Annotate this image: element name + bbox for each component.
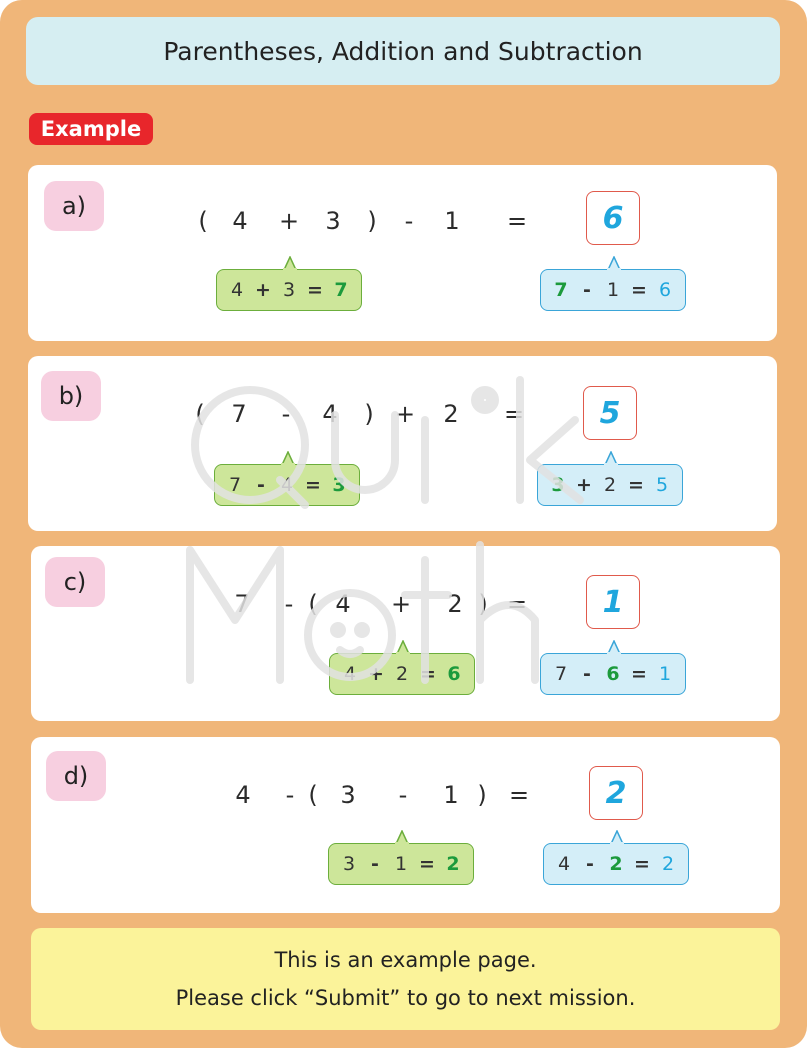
expr-token: 7 <box>234 590 250 618</box>
expr-token: 2 <box>443 400 459 428</box>
hint-bubble-inner <box>328 843 474 885</box>
hint-token: - <box>371 853 379 875</box>
hint-bubble-inner <box>214 464 360 506</box>
hint-result: 5 <box>655 474 669 496</box>
expr-token: ( <box>195 400 205 428</box>
hint-token: - <box>583 279 591 301</box>
hint-bubble-outer <box>540 269 686 311</box>
expr-token: - <box>284 590 294 618</box>
hint-result: 6 <box>447 663 461 685</box>
expr-token: + <box>278 207 300 235</box>
expr-token: = <box>506 590 528 618</box>
bubble-tail <box>609 830 625 844</box>
hint-token: = <box>628 474 644 496</box>
hint-result: 2 <box>661 853 675 875</box>
hint-bubble-outer <box>543 843 689 885</box>
hint-token: = <box>631 663 647 685</box>
problem-label: d) <box>46 751 106 801</box>
expr-token: - <box>281 400 291 428</box>
problem-card-b <box>28 356 777 531</box>
expr-token: - <box>404 207 414 235</box>
hint-token: = <box>420 663 436 685</box>
hint-token: 1 <box>606 279 620 301</box>
hint-token: 7 <box>228 474 242 496</box>
hint-bubble-outer <box>537 464 683 506</box>
expr-token: 3 <box>325 207 341 235</box>
problem-card-a <box>28 165 777 341</box>
problem-card-c <box>31 546 780 721</box>
hint-token: 2 <box>603 474 617 496</box>
hint-token: + <box>576 474 592 496</box>
expr-token: 4 <box>235 781 251 809</box>
expr-token: 1 <box>443 781 459 809</box>
hint-result: 2 <box>446 853 460 875</box>
bubble-tail <box>280 451 296 465</box>
footer-line-1: This is an example page. <box>274 948 537 972</box>
expr-token: ) <box>364 400 374 428</box>
example-badge: Example <box>29 113 153 145</box>
page-title: Parentheses, Addition and Subtraction <box>26 17 780 85</box>
hint-token: = <box>307 279 323 301</box>
problem-label: a) <box>44 181 104 231</box>
hint-token: + <box>255 279 271 301</box>
hint-token: 4 <box>280 474 294 496</box>
hint-token: 1 <box>394 853 408 875</box>
hint-token: 4 <box>557 853 571 875</box>
hint-token: = <box>419 853 435 875</box>
expr-token: 7 <box>231 400 247 428</box>
expr-token: ) <box>367 207 377 235</box>
hint-result: 7 <box>334 279 348 301</box>
problem-card-d <box>31 737 780 913</box>
hint-bubble-inner <box>216 269 362 311</box>
expr-token: 4 <box>322 400 338 428</box>
hint-token: 3 <box>282 279 296 301</box>
expr-token: = <box>506 207 528 235</box>
expr-token: ( <box>198 207 208 235</box>
hint-token: - <box>257 474 265 496</box>
bubble-tail <box>394 830 410 844</box>
footer-notice <box>31 928 780 1030</box>
expr-token: 4 <box>232 207 248 235</box>
hint-token: - <box>583 663 591 685</box>
hint-bubble-inner <box>329 653 475 695</box>
bubble-tail <box>606 640 622 654</box>
problem-label: c) <box>45 557 105 607</box>
bubble-tail <box>606 256 622 270</box>
hint-token: - <box>586 853 594 875</box>
hint-token: 7 <box>554 663 568 685</box>
hint-token: 7 <box>554 279 568 301</box>
bubble-tail <box>395 640 411 654</box>
answer-box: 6 <box>586 191 640 245</box>
footer-line-2: Please click “Submit” to go to next mission. <box>175 986 636 1010</box>
expr-token: ( <box>308 590 318 618</box>
hint-token: + <box>368 663 384 685</box>
hint-token: = <box>631 279 647 301</box>
expr-token: = <box>508 781 530 809</box>
expr-token: + <box>394 400 416 428</box>
hint-token: 3 <box>342 853 356 875</box>
expr-token: + <box>390 590 412 618</box>
hint-token: = <box>634 853 650 875</box>
hint-token: 4 <box>230 279 244 301</box>
expr-token: 4 <box>335 590 351 618</box>
expr-token: ( <box>308 781 318 809</box>
problem-label: b) <box>41 371 101 421</box>
expr-token: ) <box>477 781 487 809</box>
expr-token: 3 <box>340 781 356 809</box>
answer-box: 2 <box>589 766 643 820</box>
hint-result: 3 <box>332 474 346 496</box>
hint-token: 2 <box>395 663 409 685</box>
bubble-tail <box>282 256 298 270</box>
hint-token: 2 <box>609 853 623 875</box>
answer-box: 1 <box>586 575 640 629</box>
expr-token: 1 <box>444 207 460 235</box>
expr-token: - <box>398 781 408 809</box>
hint-bubble-outer <box>540 653 686 695</box>
hint-token: 4 <box>343 663 357 685</box>
hint-result: 6 <box>658 279 672 301</box>
hint-token: = <box>305 474 321 496</box>
expr-token: = <box>503 400 525 428</box>
answer-box: 5 <box>583 386 637 440</box>
expr-token: 2 <box>447 590 463 618</box>
expr-token: ) <box>478 590 488 618</box>
bubble-tail <box>603 451 619 465</box>
hint-token: 3 <box>551 474 565 496</box>
hint-token: 6 <box>606 663 620 685</box>
expr-token: - <box>285 781 295 809</box>
hint-result: 1 <box>658 663 672 685</box>
